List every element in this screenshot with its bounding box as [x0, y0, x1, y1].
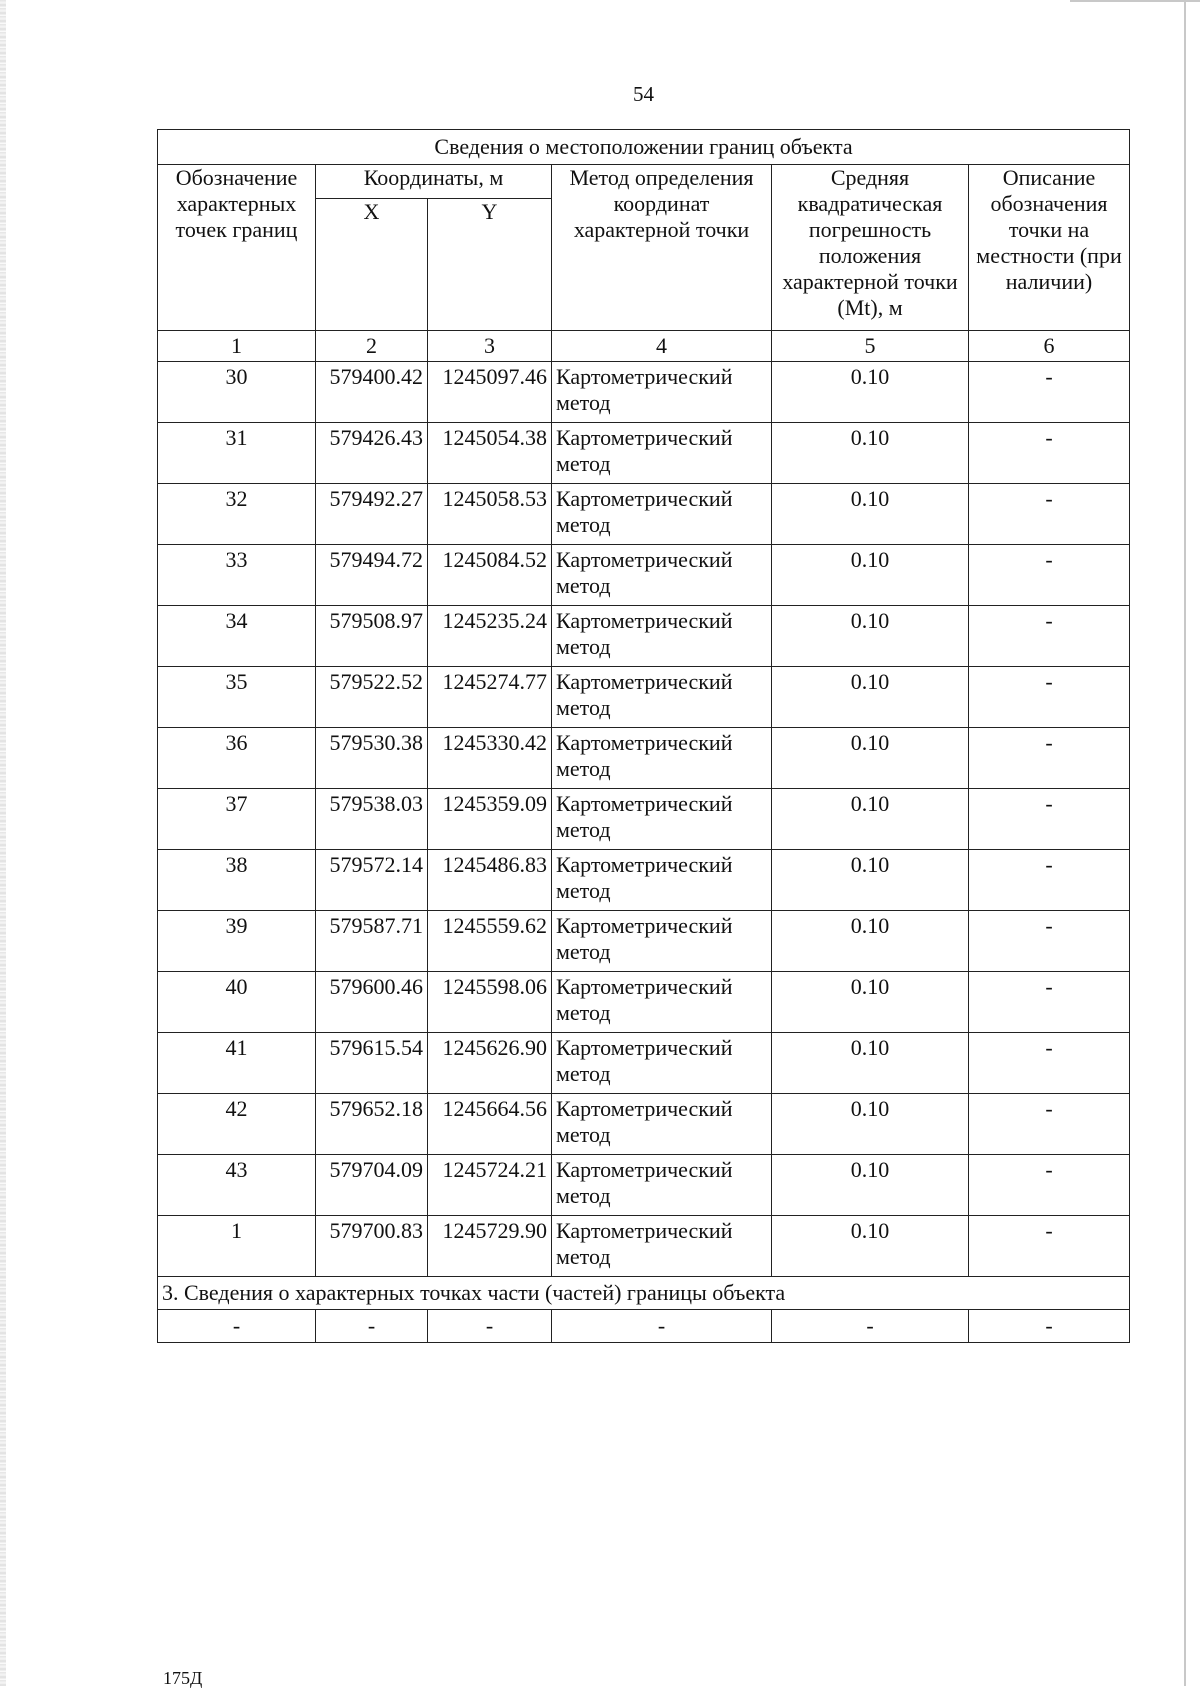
cell-x: 579400.42 [316, 362, 428, 423]
cell-error: 0.10 [772, 911, 969, 972]
cell-point: 31 [158, 423, 316, 484]
cell-error: 0.10 [772, 545, 969, 606]
column-number: 1 [158, 331, 316, 362]
cell-description: - [969, 606, 1130, 667]
cell-x: 579508.97 [316, 606, 428, 667]
table-header-row [158, 165, 1130, 199]
cell-y: 1245559.62 [428, 911, 552, 972]
cell-x: 579704.09 [316, 1155, 428, 1216]
cell-point: 42 [158, 1094, 316, 1155]
table-row [158, 972, 1130, 1033]
column-number: 4 [552, 331, 772, 362]
cell-method: Картометрический метод [552, 1216, 772, 1277]
boundary-coordinates-table [157, 129, 1130, 1343]
cell-x: 579426.43 [316, 423, 428, 484]
table-row [158, 667, 1130, 728]
cell-point: 39 [158, 911, 316, 972]
cell-method: Картометрический метод [552, 728, 772, 789]
cell-point: 36 [158, 728, 316, 789]
cell-error: 0.10 [772, 728, 969, 789]
cell-point: 41 [158, 1033, 316, 1094]
cell-x: 579494.72 [316, 545, 428, 606]
cell-x: 579615.54 [316, 1033, 428, 1094]
cell-y: 1245054.38 [428, 423, 552, 484]
column-number: 5 [772, 331, 969, 362]
cell-x: 579522.52 [316, 667, 428, 728]
cell-description: - [969, 362, 1130, 423]
table-row [158, 1033, 1130, 1094]
cell-error: 0.10 [772, 1033, 969, 1094]
cell-description: - [969, 850, 1130, 911]
cell-y: 1245097.46 [428, 362, 552, 423]
table-title-row [158, 130, 1130, 165]
table-row [158, 1155, 1130, 1216]
cell-method: Картометрический метод [552, 789, 772, 850]
table-row [158, 1094, 1130, 1155]
cell-empty-dash: - [772, 1310, 969, 1343]
cell-description: - [969, 1033, 1130, 1094]
cell-description: - [969, 728, 1130, 789]
cell-y: 1245664.56 [428, 1094, 552, 1155]
cell-description: - [969, 1094, 1130, 1155]
cell-point: 37 [158, 789, 316, 850]
cell-method: Картометрический метод [552, 606, 772, 667]
header-method: Метод определения координат характерной точки [552, 165, 772, 331]
cell-description: - [969, 789, 1130, 850]
cell-x: 579700.83 [316, 1216, 428, 1277]
cell-point: 40 [158, 972, 316, 1033]
cell-y: 1245330.42 [428, 728, 552, 789]
table-row [158, 606, 1130, 667]
cell-error: 0.10 [772, 1155, 969, 1216]
cell-description: - [969, 423, 1130, 484]
column-number: 6 [969, 331, 1130, 362]
cell-y: 1245626.90 [428, 1033, 552, 1094]
cell-method: Картометрический метод [552, 1094, 772, 1155]
cell-y: 1245274.77 [428, 667, 552, 728]
cell-point: 30 [158, 362, 316, 423]
cell-point: 43 [158, 1155, 316, 1216]
cell-empty-dash: - [428, 1310, 552, 1343]
section3-title: 3. Сведения о характерных точках части (частей) границы объекта [158, 1277, 1130, 1310]
cell-y: 1245058.53 [428, 484, 552, 545]
cell-empty-dash: - [316, 1310, 428, 1343]
cell-x: 579572.14 [316, 850, 428, 911]
table-row [158, 545, 1130, 606]
column-number: 3 [428, 331, 552, 362]
cell-method: Картометрический метод [552, 1155, 772, 1216]
section3-empty-row [158, 1310, 1130, 1343]
footer-code: 175Д [163, 1668, 203, 1688]
cell-point: 33 [158, 545, 316, 606]
cell-error: 0.10 [772, 362, 969, 423]
cell-point: 1 [158, 1216, 316, 1277]
cell-y: 1245729.90 [428, 1216, 552, 1277]
table-row [158, 728, 1130, 789]
table-row [158, 484, 1130, 545]
table-row [158, 850, 1130, 911]
page-number: 54 [633, 82, 654, 106]
cell-description: - [969, 545, 1130, 606]
cell-error: 0.10 [772, 667, 969, 728]
header-mean-square-error: Средняя квадратическая погрешность положения характерной точки (Mt), м [772, 165, 969, 331]
cell-y: 1245724.21 [428, 1155, 552, 1216]
cell-method: Картометрический метод [552, 545, 772, 606]
header-point-designation: Обозначение характерных точек границ [158, 165, 316, 331]
cell-error: 0.10 [772, 789, 969, 850]
cell-error: 0.10 [772, 606, 969, 667]
header-y: Y [428, 198, 552, 330]
table-row [158, 423, 1130, 484]
section3-title-row [158, 1277, 1130, 1310]
column-number: 2 [316, 331, 428, 362]
cell-error: 0.10 [772, 1094, 969, 1155]
cell-method: Картометрический метод [552, 484, 772, 545]
table-row [158, 1216, 1130, 1277]
cell-x: 579587.71 [316, 911, 428, 972]
cell-error: 0.10 [772, 423, 969, 484]
scan-edge-right [1184, 0, 1186, 1686]
cell-empty-dash: - [552, 1310, 772, 1343]
cell-method: Картометрический метод [552, 911, 772, 972]
cell-point: 32 [158, 484, 316, 545]
cell-error: 0.10 [772, 484, 969, 545]
cell-method: Картометрический метод [552, 850, 772, 911]
cell-x: 579600.46 [316, 972, 428, 1033]
cell-x: 579652.18 [316, 1094, 428, 1155]
cell-error: 0.10 [772, 972, 969, 1033]
cell-method: Картометрический метод [552, 423, 772, 484]
table-row [158, 911, 1130, 972]
cell-y: 1245486.83 [428, 850, 552, 911]
header-x: X [316, 198, 428, 330]
cell-y: 1245235.24 [428, 606, 552, 667]
table-row [158, 789, 1130, 850]
cell-x: 579538.03 [316, 789, 428, 850]
table-row [158, 362, 1130, 423]
cell-description: - [969, 667, 1130, 728]
cell-method: Картометрический метод [552, 667, 772, 728]
scan-edge-left [0, 0, 6, 1686]
header-description: Описание обозначения точки на местности (при наличии) [969, 165, 1130, 331]
cell-y: 1245084.52 [428, 545, 552, 606]
column-numbers-row [158, 331, 1130, 362]
cell-method: Картометрический метод [552, 972, 772, 1033]
table-title: Сведения о местоположении границ объекта [158, 130, 1130, 165]
cell-error: 0.10 [772, 1216, 969, 1277]
cell-x: 579492.27 [316, 484, 428, 545]
cell-empty-dash: - [158, 1310, 316, 1343]
scan-edge-top [1070, 0, 1200, 2]
cell-point: 35 [158, 667, 316, 728]
cell-description: - [969, 1216, 1130, 1277]
cell-error: 0.10 [772, 850, 969, 911]
cell-description: - [969, 972, 1130, 1033]
cell-y: 1245359.09 [428, 789, 552, 850]
cell-point: 38 [158, 850, 316, 911]
cell-point: 34 [158, 606, 316, 667]
cell-description: - [969, 484, 1130, 545]
cell-description: - [969, 1155, 1130, 1216]
cell-method: Картометрический метод [552, 362, 772, 423]
header-coordinates: Координаты, м [316, 165, 552, 199]
cell-empty-dash: - [969, 1310, 1130, 1343]
cell-y: 1245598.06 [428, 972, 552, 1033]
cell-method: Картометрический метод [552, 1033, 772, 1094]
cell-x: 579530.38 [316, 728, 428, 789]
cell-description: - [969, 911, 1130, 972]
